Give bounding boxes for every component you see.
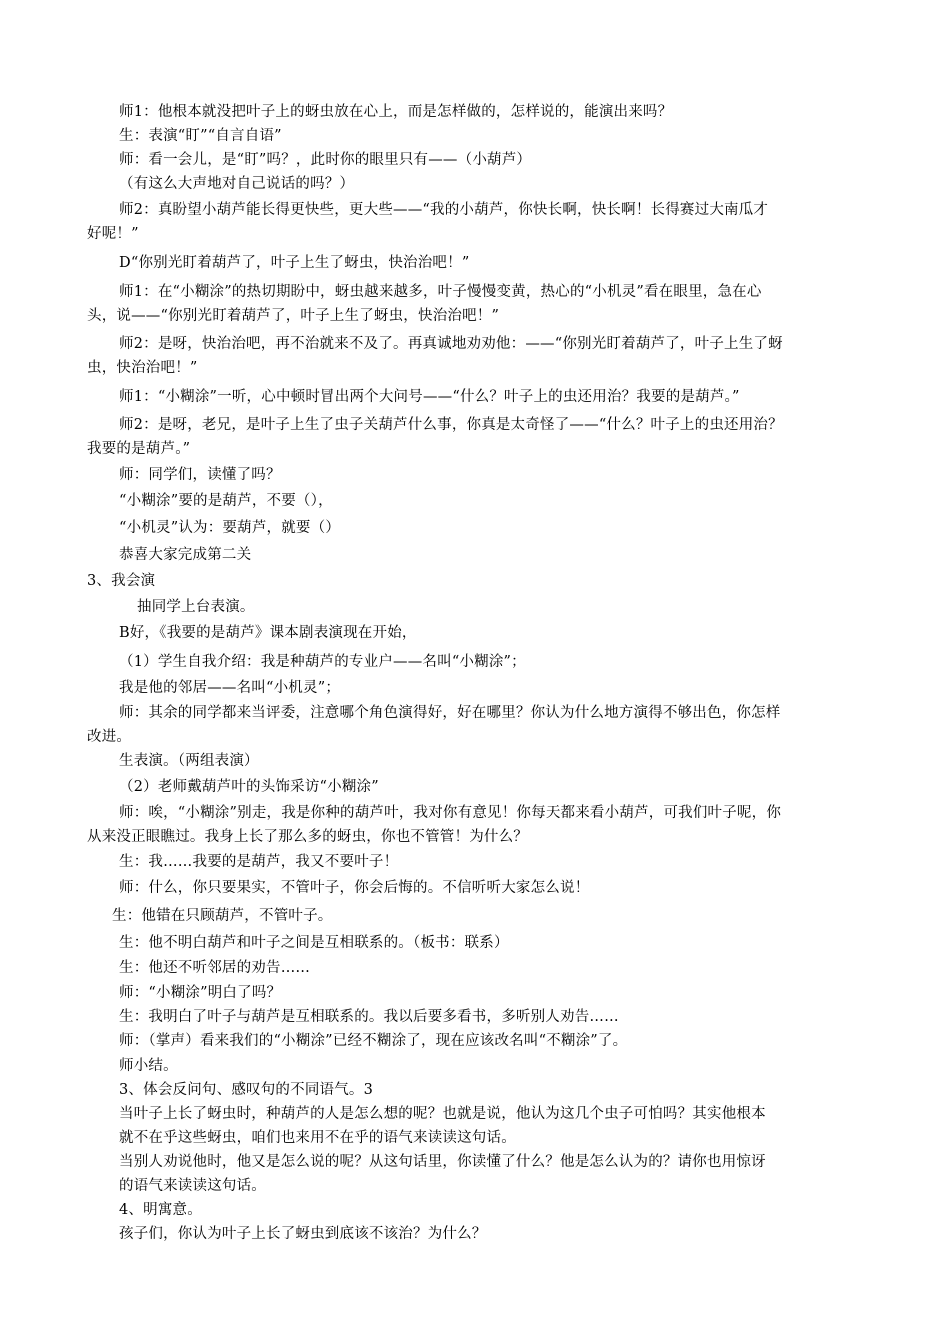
- text-line: 头，说——“你别光盯着葫芦了，叶子上生了蚜虫，快治治吧！”: [87, 308, 500, 324]
- text-line: 师小结。: [119, 1058, 178, 1074]
- text-line: 当叶子上长了蚜虫时，种葫芦的人是怎么想的呢？也就是说，他认为这几个虫子可怕吗？其实他根本: [119, 1106, 766, 1122]
- text-line: 改进。: [87, 729, 132, 745]
- text-line: 生表演。（两组表演）: [119, 753, 259, 769]
- text-line: 师1：他根本就没把叶子上的蚜虫放在心上，而是怎样做的，怎样说的，能演出来吗？: [119, 104, 673, 120]
- text-line: 生：他还不听邻居的劝告……: [119, 960, 311, 976]
- text-line: 的语气来读读这句话。: [119, 1178, 266, 1194]
- text-line: 师：同学们，读懂了吗？: [119, 467, 281, 483]
- text-line: （1）学生自我介绍：我是种葫芦的专业户——名叫“小糊涂”；: [119, 654, 526, 670]
- text-line: 孩子们，你认为叶子上长了蚜虫到底该不该治？为什么？: [119, 1226, 487, 1242]
- section-heading: 4、明寓意。: [119, 1202, 202, 1218]
- text-line: 当别人劝说他时，他又是怎么说的呢？从这句话里，你读懂了什么？他是怎么认为的？请你也用惊讶: [119, 1154, 766, 1170]
- text-line: 我是他的邻居——名叫“小机灵”；: [119, 680, 341, 696]
- text-line: 生：他不明白葫芦和叶子之间是互相联系的。（板书：联系）: [119, 935, 509, 951]
- text-line: 生：我明白了叶子与葫芦是互相联系的。我以后要多看书，多听别人劝告……: [119, 1009, 619, 1025]
- text-line: 虫，快治治吧！”: [87, 360, 198, 376]
- text-line: 生：表演“盯”“自言自语”: [119, 128, 282, 144]
- section-heading: 3、我会演: [87, 573, 156, 589]
- text-line: B好，《我要的是葫芦》课本剧表演现在开始，: [119, 625, 417, 641]
- text-line: “小糊涂”要的是葫芦，不要（），: [119, 493, 333, 509]
- text-line: 师2：真盼望小葫芦能长得更快些，更大些——“我的小葫芦，你快长啊，快长啊！长得赛过大南瓜才: [119, 202, 769, 218]
- text-line: 好呢！”: [87, 226, 139, 242]
- text-line: （2）老师戴葫芦叶的头饰采访“小糊涂”: [119, 779, 379, 795]
- section-heading: 3、体会反问句、感叹句的不同语气。3: [119, 1082, 374, 1098]
- text-line: 师：唉，“小糊涂”别走，我是你种的葫芦叶，我对你有意见！你每天都来看小葫芦，可我们叶子呢，你: [119, 805, 782, 821]
- text-line: 师：什么，你只要果实，不管叶子，你会后悔的。不信听听大家怎么说！: [119, 880, 590, 896]
- text-line: 师：其余的同学都来当评委，注意哪个角色演得好，好在哪里？你认为什么地方演得不够出色，你怎样: [119, 705, 781, 721]
- text-line: 就不在乎这些蚜虫，咱们也来用不在乎的语气来读读这句话。: [119, 1130, 516, 1146]
- text-line: 生：我……我要的是葫芦，我又不要叶子！: [119, 854, 399, 870]
- text-line: “小机灵”认为：要葫芦，就要（）: [119, 520, 341, 536]
- text-line: 从来没正眼瞧过。我身上长了那么多的蚜虫，你也不管管！为什么？: [87, 829, 528, 845]
- text-line: 师1：在“小糊涂”的热切期盼中，蚜虫越来越多，叶子慢慢变黄，热心的“小机灵”看在眼里，急在心: [119, 284, 762, 300]
- text-line: D“你别光盯着葫芦了，叶子上生了蚜虫，快治治吧！”: [119, 255, 470, 271]
- text-line: 师：“小糊涂”明白了吗？: [119, 985, 282, 1001]
- text-line: 恭喜大家完成第二关: [119, 547, 252, 563]
- text-line: 师：看一会儿，是“盯”吗？，此时你的眼里只有——（小葫芦）: [119, 152, 532, 168]
- text-line: 师：（掌声）看来我们的“小糊涂”已经不糊涂了，现在应该改名叫“不糊涂”了。: [119, 1033, 628, 1049]
- text-line: 生：他错在只顾葫芦，不管叶子。: [112, 908, 333, 924]
- text-line: 师2：是呀，老兄，是叶子上生了虫子关葫芦什么事，你真是太奇怪了——“什么？叶子上的虫还用治？: [119, 417, 783, 433]
- text-line: 师1：“小糊涂”一听，心中顿时冒出两个大问号——“什么？叶子上的虫还用治？我要的是葫芦。”: [119, 389, 740, 405]
- text-line: 师2：是呀，快治治吧，再不治就来不及了。再真诚地劝劝他：——“你别光盯着葫芦了，叶子上生了蚜: [119, 336, 783, 352]
- text-line: 我要的是葫芦。”: [87, 441, 191, 457]
- text-line: 抽同学上台表演。: [137, 599, 255, 615]
- text-line: （有这么大声地对自己说话的吗？）: [119, 176, 355, 192]
